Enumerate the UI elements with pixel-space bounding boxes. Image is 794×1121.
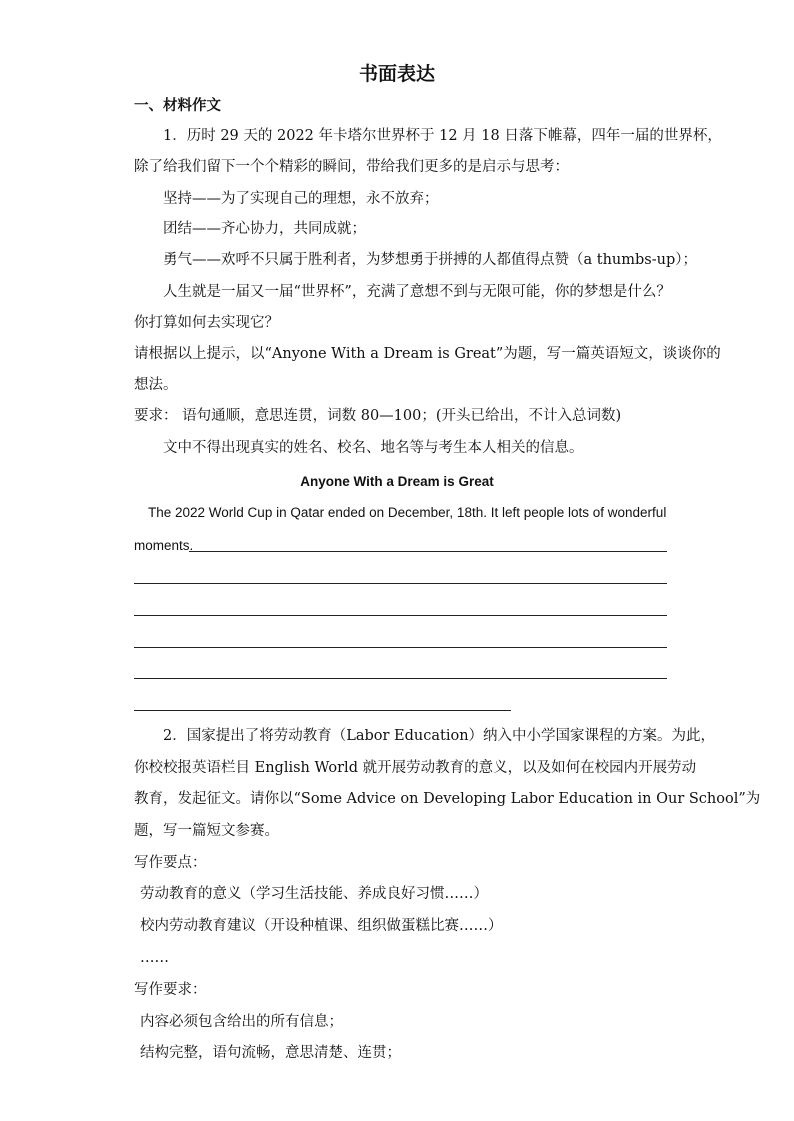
question-1-instruction: 请根据以上提示，以“Anyone With a Dream is Great”为题，写一篇英语短文，谈谈你的: [134, 346, 721, 362]
essay-title: Anyone With a Dream is Great: [300, 474, 494, 489]
question-2-text: 题，写一篇短文参赛。: [134, 823, 279, 839]
question-1-requirement: 要求： 语句通顺，意思连贯，词数 80—100；(开头已给出，不计入总词数): [134, 408, 622, 424]
page-title: 书面表达: [358, 63, 435, 85]
question-1-text: 1．历时 29 天的 2022 年卡塔尔世界杯于 12 月 18 日落下帷幕，四年一届的世界杯，: [163, 128, 722, 144]
answer-line[interactable]: [189, 551, 667, 552]
question-1-text: 除了给我们留下一个个精彩的瞬间，带给我们更多的是启示与思考：: [134, 159, 569, 175]
answer-line[interactable]: [134, 615, 667, 616]
hint-persistence: 坚持——为了实现自己的理想，永不放弃；: [163, 191, 439, 207]
writing-requirement: 内容必须包含给出的所有信息；: [140, 1014, 343, 1030]
writing-point: 校内劳动教育建议（开设种植课、组织做蛋糕比赛……）: [140, 918, 503, 934]
question-2-text: 2．国家提出了将劳动教育（Labor Education）纳入中小学国家课程的方案。为此，: [163, 728, 716, 744]
essay-opening: The 2022 World Cup in Qatar ended on December, 18th. It left people lots of wonderful: [148, 505, 667, 520]
writing-points-heading: 写作要点：: [134, 855, 207, 871]
hint-unity: 团结——齐心协力，共同成就；: [163, 221, 366, 237]
writing-point: ……: [140, 950, 169, 966]
writing-requirement: 结构完整，语句流畅，意思清楚、连贯；: [140, 1045, 401, 1061]
writing-requirements-heading: 写作要求：: [134, 982, 207, 998]
question-2-text: 教育，发起征文。请你以“Some Advice on Developing Labor Education in Our School”为: [134, 791, 761, 807]
writing-point: 劳动教育的意义（学习生活技能、养成良好习惯……）: [140, 886, 488, 902]
answer-line[interactable]: [134, 583, 667, 584]
question-1-text: 你打算如何去实现它？: [134, 315, 279, 331]
question-2-text: 你校校报英语栏目 English World 就开展劳动教育的意义，以及如何在校园内开展劳动: [134, 760, 697, 776]
question-1-instruction: 想法。: [134, 377, 178, 393]
answer-line[interactable]: [134, 647, 667, 648]
question-1-text: 人生就是一届又一届“世界杯”，充满了意想不到与无限可能，你的梦想是什么？: [163, 284, 671, 300]
answer-line[interactable]: [134, 710, 511, 711]
question-1-requirement: 文中不得出现真实的姓名、校名、地名等与考生本人相关的信息。: [163, 440, 584, 456]
answer-line[interactable]: [134, 678, 667, 679]
section-heading: 一、材料作文: [134, 97, 221, 114]
essay-opening: moments.: [134, 538, 194, 553]
hint-courage: 勇气——欢呼不只属于胜利者，为梦想勇于拼搏的人都值得点赞（a thumbs-up）；: [163, 252, 697, 268]
